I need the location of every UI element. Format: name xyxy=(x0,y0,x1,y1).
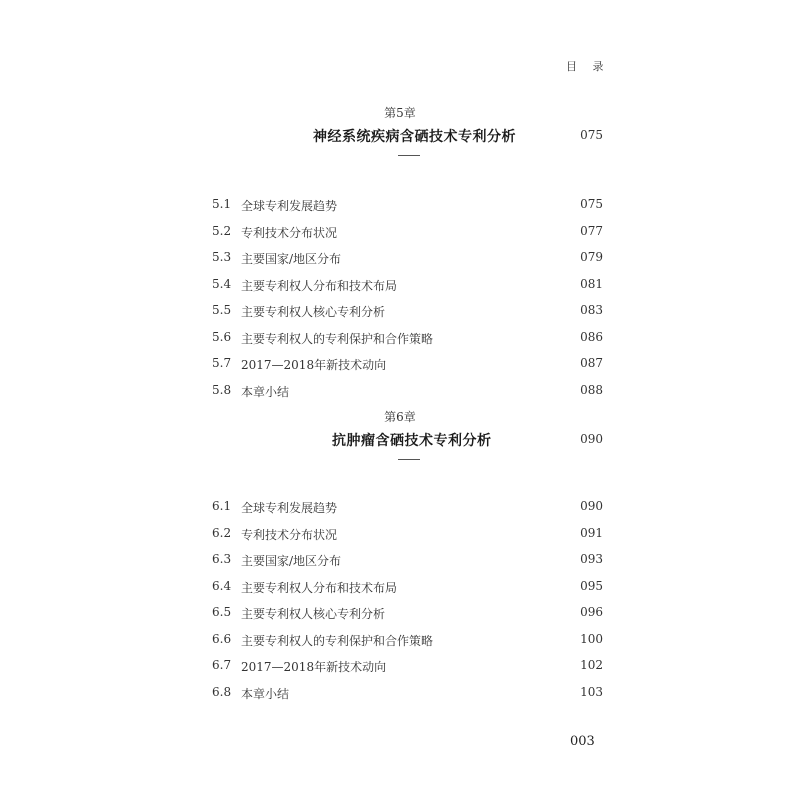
entry-title: 全球专利发展趋势 xyxy=(241,501,338,515)
entry-number: 6.5 xyxy=(212,605,232,619)
entry-number: 6.2 xyxy=(212,525,232,540)
toc-entry[interactable] xyxy=(0,224,800,242)
entry-number: 6.7 xyxy=(212,658,232,672)
entry-page: 083 xyxy=(580,303,603,317)
entry-number: 6.8 xyxy=(212,684,232,699)
toc-entry[interactable] xyxy=(0,303,800,321)
entry-page: 090 xyxy=(580,499,603,513)
entry-title: 专利技术分布状况 xyxy=(241,527,338,542)
entry-number: 5.3 xyxy=(212,250,232,264)
toc-entry[interactable] xyxy=(0,250,800,268)
toc-entry[interactable] xyxy=(0,383,800,401)
entry-number: 5.6 xyxy=(212,329,232,344)
entry-page: 093 xyxy=(580,552,603,566)
toc-entry[interactable] xyxy=(0,658,800,676)
toc-entry[interactable] xyxy=(0,552,800,570)
entry-page: 095 xyxy=(580,578,603,593)
entry-page: 086 xyxy=(580,329,603,344)
entry-title: 主要国家/地区分布 xyxy=(241,554,342,568)
chapter-page: 090 xyxy=(580,432,603,446)
entry-page: 079 xyxy=(580,250,603,264)
entry-title: 2017—2018年新技术动向 xyxy=(241,358,387,372)
entry-page: 102 xyxy=(580,658,603,672)
entry-page: 088 xyxy=(580,382,603,397)
toc-entry[interactable] xyxy=(0,605,800,623)
entry-number: 5.4 xyxy=(212,276,232,291)
entry-number: 5.2 xyxy=(212,223,232,238)
entry-title: 主要专利权人核心专利分析 xyxy=(241,305,386,319)
chapter-label: 第6章 xyxy=(384,410,416,424)
entry-title: 本章小结 xyxy=(241,384,290,399)
toc-entry[interactable] xyxy=(0,197,800,215)
entry-number: 5.5 xyxy=(212,303,232,317)
entry-page: 100 xyxy=(580,631,603,646)
toc-entry[interactable] xyxy=(0,499,800,517)
entry-page: 081 xyxy=(580,276,603,291)
toc-entry[interactable] xyxy=(0,277,800,295)
entry-page: 075 xyxy=(580,197,603,211)
entry-number: 5.7 xyxy=(212,356,232,370)
running-head: 目 录 xyxy=(566,60,610,73)
entry-title: 主要专利权人分布和技术布局 xyxy=(241,580,398,595)
entry-number: 5.8 xyxy=(212,382,232,397)
entry-number: 6.4 xyxy=(212,578,232,593)
entry-page: 087 xyxy=(580,356,603,370)
entry-page: 103 xyxy=(580,684,603,699)
toc-entry[interactable] xyxy=(0,685,800,703)
chapter-title: 神经系统疾病含硒技术专利分析 xyxy=(313,129,516,145)
chapter-label: 第5章 xyxy=(384,106,416,120)
entry-title: 主要专利权人核心专利分析 xyxy=(241,607,386,621)
chapter-title: 抗肿瘤含硒技术专利分析 xyxy=(332,433,492,449)
toc-entry[interactable] xyxy=(0,330,800,348)
page-number: 003 xyxy=(570,734,595,749)
toc-entry[interactable] xyxy=(0,579,800,597)
entry-number: 6.1 xyxy=(212,499,232,513)
entry-title: 本章小结 xyxy=(241,686,290,701)
toc-entry[interactable] xyxy=(0,632,800,650)
entry-number: 6.3 xyxy=(212,552,232,566)
chapter-page: 075 xyxy=(580,128,603,142)
entry-number: 6.6 xyxy=(212,631,232,646)
entry-title: 专利技术分布状况 xyxy=(241,225,338,240)
chapter-rule xyxy=(398,459,420,460)
entry-page: 096 xyxy=(580,605,603,619)
entry-title: 主要专利权人分布和技术布局 xyxy=(241,278,398,293)
entry-title: 主要专利权人的专利保护和合作策略 xyxy=(241,633,434,648)
entry-number: 5.1 xyxy=(212,197,232,211)
entry-title: 全球专利发展趋势 xyxy=(241,199,338,213)
chapter-rule xyxy=(398,155,420,156)
entry-page: 077 xyxy=(580,223,603,238)
entry-title: 主要国家/地区分布 xyxy=(241,252,342,266)
entry-page: 091 xyxy=(580,525,603,540)
entry-title: 主要专利权人的专利保护和合作策略 xyxy=(241,331,434,346)
toc-entry[interactable] xyxy=(0,526,800,544)
toc-entry[interactable] xyxy=(0,356,800,374)
entry-title: 2017—2018年新技术动向 xyxy=(241,660,387,674)
